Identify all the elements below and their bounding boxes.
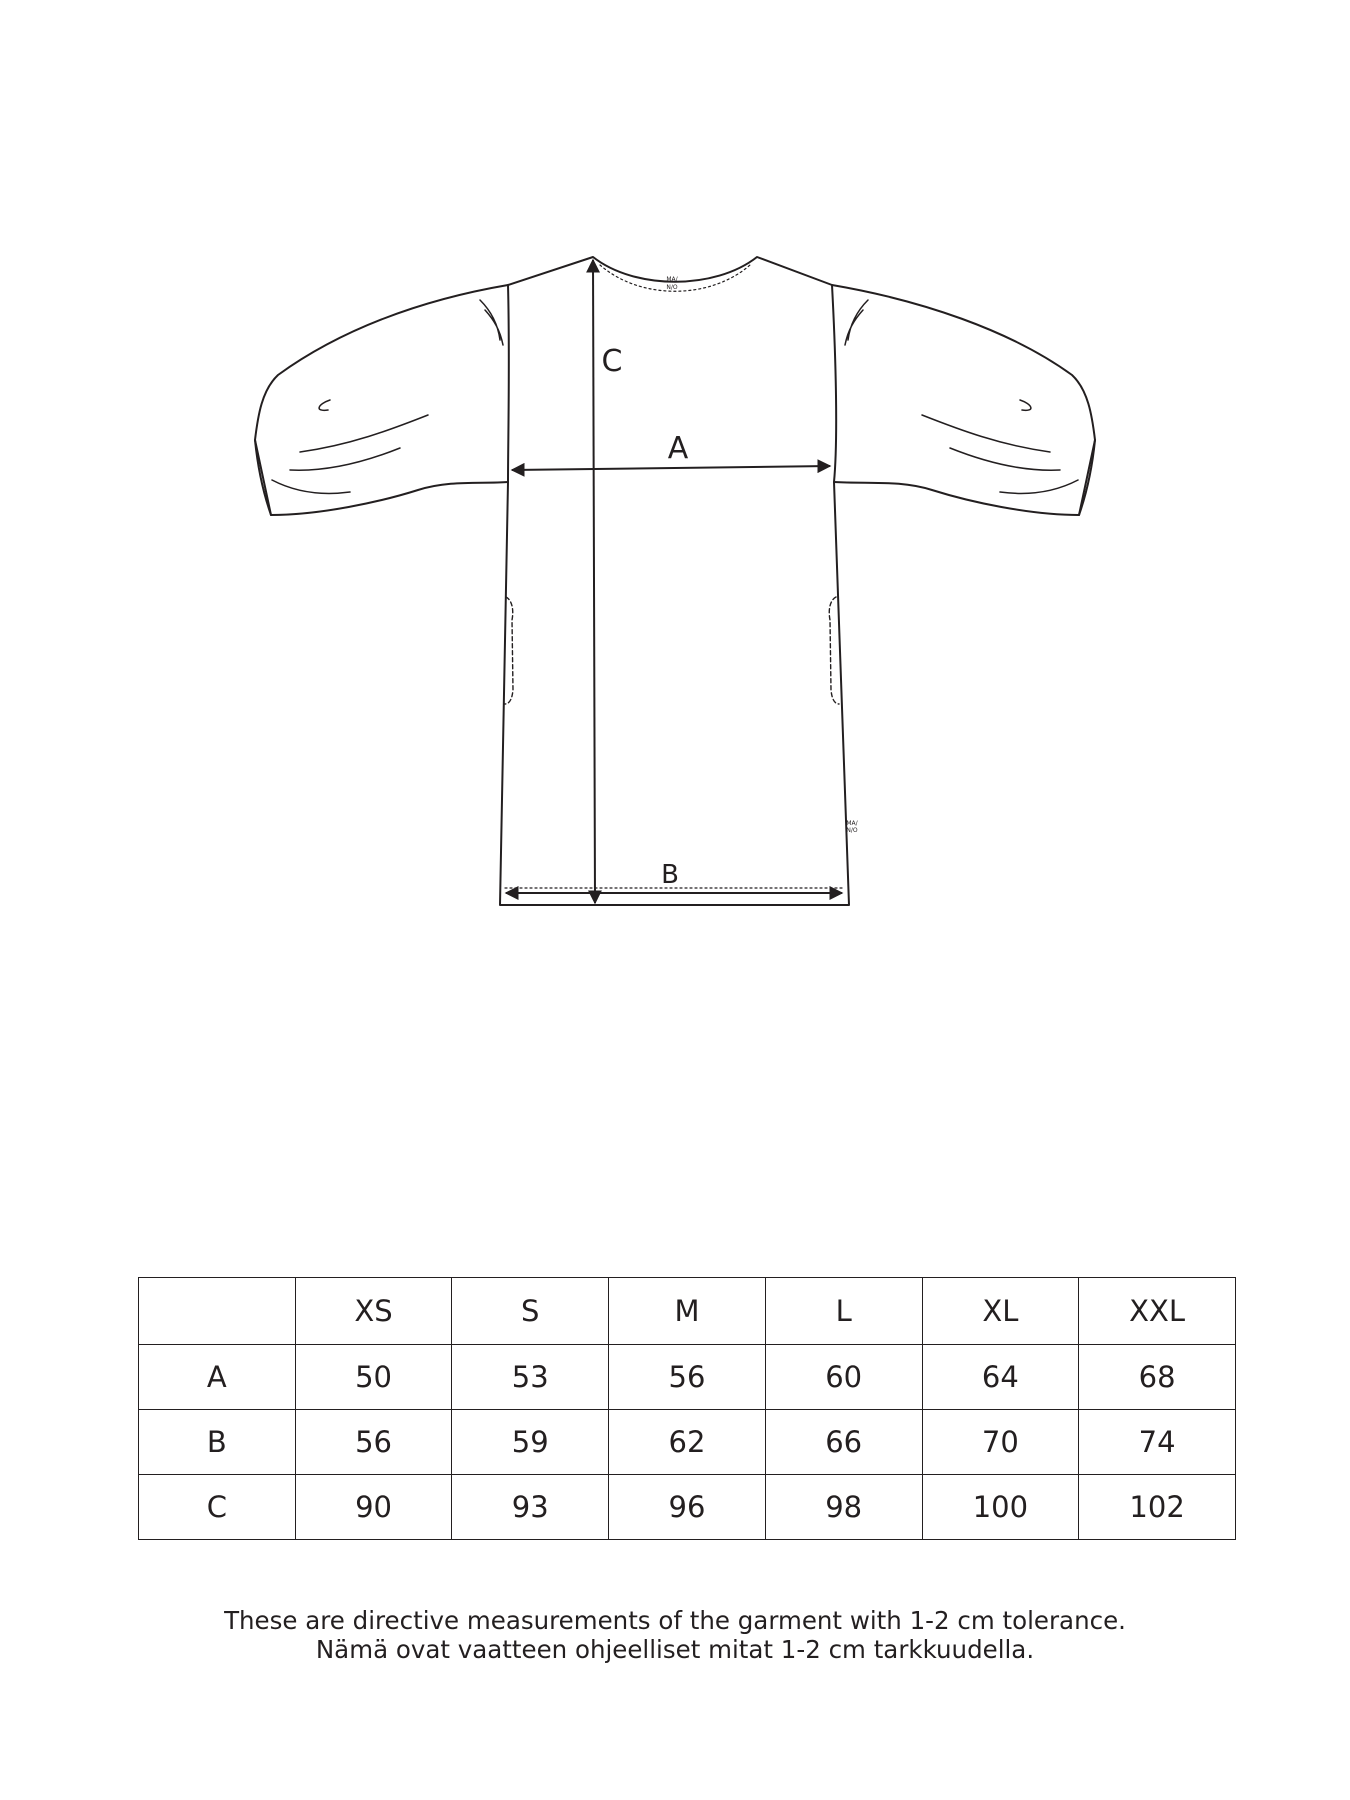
table-row bbox=[139, 1475, 1236, 1540]
row-label: A bbox=[139, 1345, 296, 1410]
table-cell: 74 bbox=[1079, 1410, 1236, 1475]
table-cell: 59 bbox=[452, 1410, 609, 1475]
table-cell: 53 bbox=[452, 1345, 609, 1410]
size-header: S bbox=[452, 1278, 609, 1345]
measurement-disclaimer bbox=[0, 1606, 1350, 1664]
size-chart-table bbox=[138, 1277, 1236, 1540]
svg-text:N/O: N/O bbox=[666, 284, 678, 291]
svg-text:MA/: MA/ bbox=[846, 820, 858, 827]
table-cell: 64 bbox=[922, 1345, 1079, 1410]
measure-line-a bbox=[512, 466, 830, 470]
table-cell: 90 bbox=[295, 1475, 452, 1540]
size-header: XL bbox=[922, 1278, 1079, 1345]
table-cell: 100 bbox=[922, 1475, 1079, 1540]
right-sleeve-pleats bbox=[845, 300, 1078, 494]
table-cell: 96 bbox=[609, 1475, 766, 1540]
table-cell: 98 bbox=[765, 1475, 922, 1540]
left-sleeve-pleats bbox=[272, 300, 503, 494]
table-header-row bbox=[139, 1278, 1236, 1345]
table-corner-cell bbox=[139, 1278, 296, 1345]
size-header: L bbox=[765, 1278, 922, 1345]
row-label: C bbox=[139, 1475, 296, 1540]
table-cell: 56 bbox=[295, 1410, 452, 1475]
table-cell: 102 bbox=[1079, 1475, 1236, 1540]
dress-body-outline bbox=[500, 257, 849, 905]
size-header: XXL bbox=[1079, 1278, 1236, 1345]
table-cell: 62 bbox=[609, 1410, 766, 1475]
table-row bbox=[139, 1345, 1236, 1410]
table-cell: 50 bbox=[295, 1345, 452, 1410]
table-cell: 66 bbox=[765, 1410, 922, 1475]
svg-text:MA/: MA/ bbox=[666, 276, 678, 283]
size-header: M bbox=[609, 1278, 766, 1345]
neck-brand-tag bbox=[666, 276, 678, 291]
hem-brand-tag bbox=[846, 820, 858, 834]
svg-text:N/O: N/O bbox=[846, 827, 858, 834]
size-header: XS bbox=[295, 1278, 452, 1345]
table-cell: 70 bbox=[922, 1410, 1079, 1475]
right-pocket bbox=[829, 597, 839, 704]
measure-line-c bbox=[593, 260, 595, 903]
table-cell: 56 bbox=[609, 1345, 766, 1410]
measure-label-c: C bbox=[601, 344, 623, 379]
table-cell: 68 bbox=[1079, 1345, 1236, 1410]
left-sleeve-outline bbox=[255, 285, 508, 515]
table-row bbox=[139, 1410, 1236, 1475]
table-cell: 93 bbox=[452, 1475, 609, 1540]
measure-label-a: A bbox=[667, 431, 689, 466]
table-cell: 60 bbox=[765, 1345, 922, 1410]
disclaimer-english: These are directive measurements of the garment with 1-2 cm tolerance. bbox=[224, 1606, 1126, 1635]
row-label: B bbox=[139, 1410, 296, 1475]
disclaimer-finnish: Nämä ovat vaatteen ohjeelliset mitat 1-2 cm tarkkuudella. bbox=[315, 1635, 1035, 1664]
measure-label-b: B bbox=[661, 860, 679, 890]
right-sleeve-outline bbox=[832, 285, 1095, 515]
